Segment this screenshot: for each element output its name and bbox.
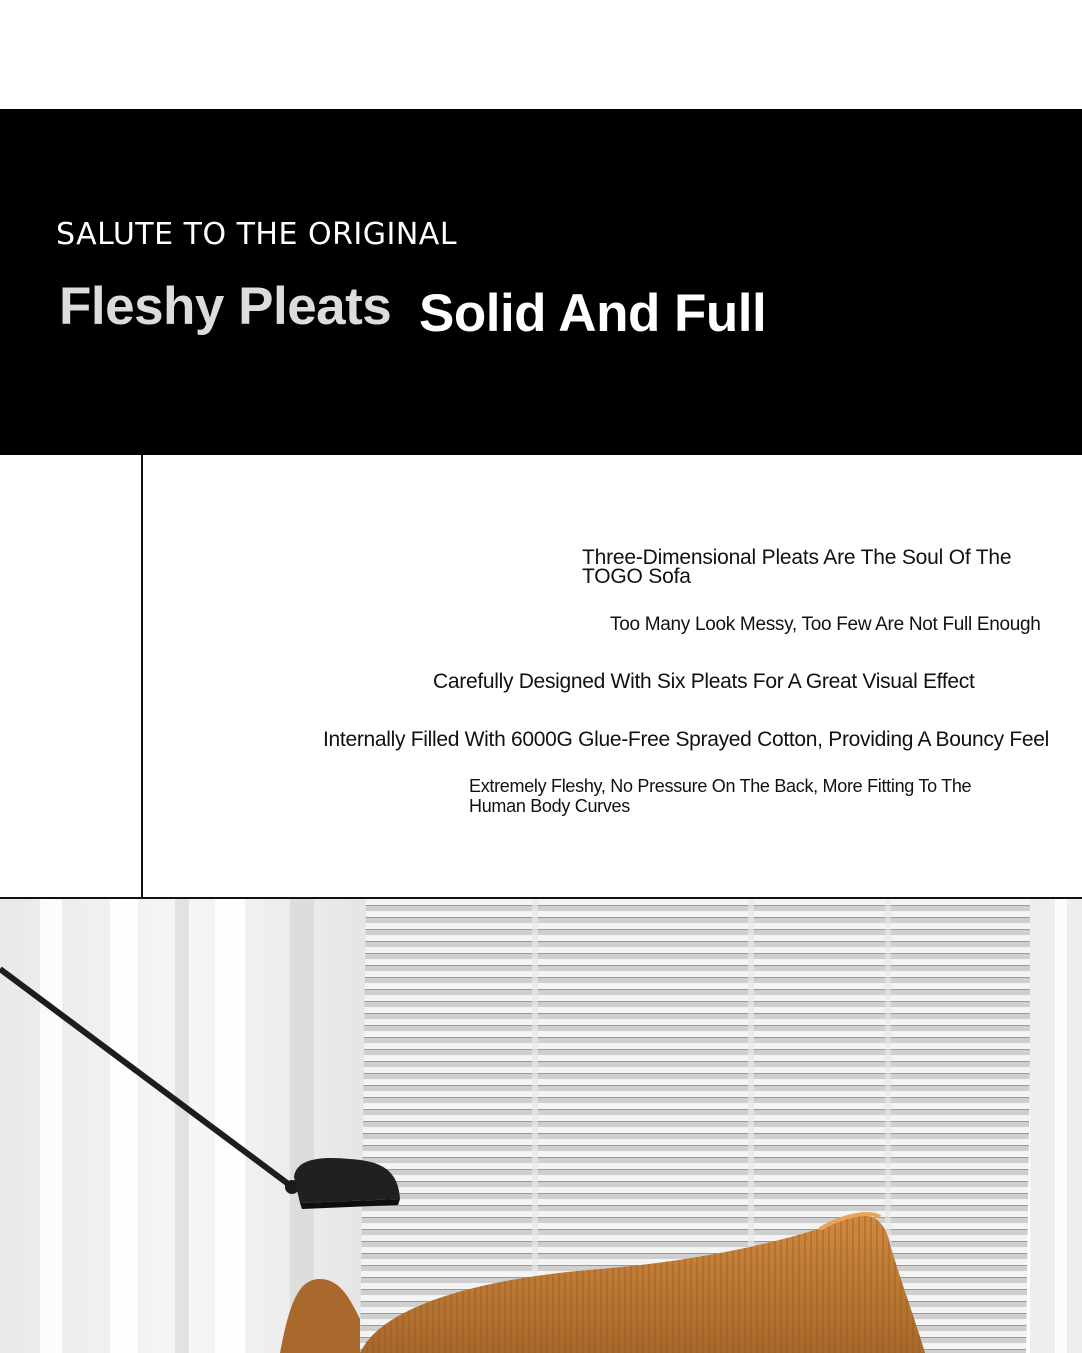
banner-kicker: SALUTE TO THE ORIGINAL bbox=[56, 217, 458, 252]
feature-line: Internally Filled With 6000G Glue-Free Sprayed Cotton, Providing A Bouncy Feel bbox=[323, 728, 1049, 751]
title-banner bbox=[0, 109, 1082, 455]
product-photo bbox=[0, 899, 1082, 1353]
living-room-scene bbox=[0, 899, 1082, 1353]
top-whitespace bbox=[0, 0, 1082, 109]
vertical-divider bbox=[141, 455, 143, 898]
headline-solid-and-full: Solid And Full bbox=[419, 284, 767, 343]
headline-fleshy-pleats: Fleshy Pleats bbox=[59, 277, 392, 336]
feature-line: Carefully Designed With Six Pleats For A Great Visual Effect bbox=[433, 670, 975, 693]
feature-line: Extremely Fleshy, No Pressure On The Back, More Fitting To The Human Body Curves bbox=[469, 776, 972, 816]
feature-line: Three-Dimensional Pleats Are The Soul Of The TOGO Sofa bbox=[582, 546, 1012, 588]
feature-list bbox=[0, 455, 1082, 899]
feature-line: Too Many Look Messy, Too Few Are Not Full Enough bbox=[610, 614, 1041, 635]
